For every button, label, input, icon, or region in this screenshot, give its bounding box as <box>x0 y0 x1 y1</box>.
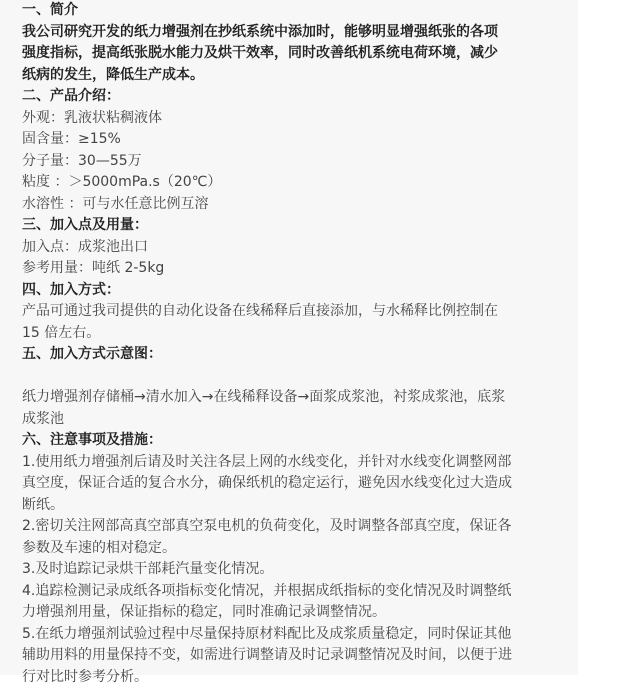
notes-text-line: 2.密切关注网部高真空部真空泵电机的负荷变化，及时调整各部真空度，保证各 <box>22 516 578 538</box>
notes-text-line: 5.在纸力增强剂试验过程中尽量保持原材料配比及成浆质量稳定，同时保证其他 <box>22 624 578 646</box>
notes-text-line: 断纸。 <box>22 495 578 517</box>
notes-text-line: 力增强剂用量，保证指标的稳定，同时准确记录调整情况。 <box>22 602 578 624</box>
spacer <box>22 366 578 388</box>
section-heading-method: 四、加入方式： <box>22 280 578 302</box>
intro-text-line: 强度指标，提高纸张脱水能力及烘干效率，同时改善纸机系统电荷环境，减少 <box>22 43 578 65</box>
product-solid-content: 固含量：≥15% <box>22 129 578 151</box>
notes-text-line: 1.使用纸力增强剂后请及时关注各层上网的水线变化，并针对水线变化调整网部 <box>22 452 578 474</box>
product-viscosity: 粘度 ：＞5000mPa.s（20℃） <box>22 172 578 194</box>
diagram-flow-line: 成浆池 <box>22 409 578 431</box>
section-heading-product: 二、产品介绍： <box>22 86 578 108</box>
product-molecular-weight: 分子量：30—55万 <box>22 151 578 173</box>
method-text-line: 15 倍左右。 <box>22 323 578 345</box>
intro-text-line: 纸病的发生，降低生产成本。 <box>22 65 578 87</box>
section-heading-diagram: 五、加入方式示意图： <box>22 344 578 366</box>
diagram-flow-line: 纸力增强剂存储桶→清水加入→在线稀释设备→面浆成浆池，衬浆成浆池，底浆 <box>22 387 578 409</box>
section-heading-notes: 六、注意事项及措施： <box>22 430 578 452</box>
intro-text-line: 我公司研究开发的纸力增强剂在抄纸系统中添加时，能够明显增强纸张的各项 <box>22 22 578 44</box>
notes-text-line: 真空度，保证合适的复合水分，确保纸机的稳定运行，避免因水线变化过大造成 <box>22 473 578 495</box>
notes-text-line: 参数及车速的相对稳定。 <box>22 538 578 560</box>
notes-text-line: 3.及时追踪记录烘干部耗汽量变化情况。 <box>22 559 578 581</box>
section-heading-intro: 一、简介 <box>22 0 578 22</box>
product-appearance: 外观：乳液状粘稠液体 <box>22 108 578 130</box>
dosage-point: 加入点：成浆池出口 <box>22 237 578 259</box>
notes-text-line: 辅助用料的用量保持不变，如需进行调整请及时记录调整情况及时间，以便于进 <box>22 645 578 667</box>
method-text-line: 产品可通过我司提供的自动化设备在线稀释后直接添加，与水稀释比例控制在 <box>22 301 578 323</box>
section-heading-dosage: 三、加入点及用量： <box>22 215 578 237</box>
dosage-amount: 参考用量：吨纸 2-5kg <box>22 258 578 280</box>
notes-text-line: 行对比时参考分析。 <box>22 667 578 688</box>
product-solubility: 水溶性 ：可与水任意比例互溶 <box>22 194 578 216</box>
notes-text-line: 4.追踪检测记录成纸各项指标变化情况，并根据成纸指标的变化情况及时调整纸 <box>22 581 578 603</box>
